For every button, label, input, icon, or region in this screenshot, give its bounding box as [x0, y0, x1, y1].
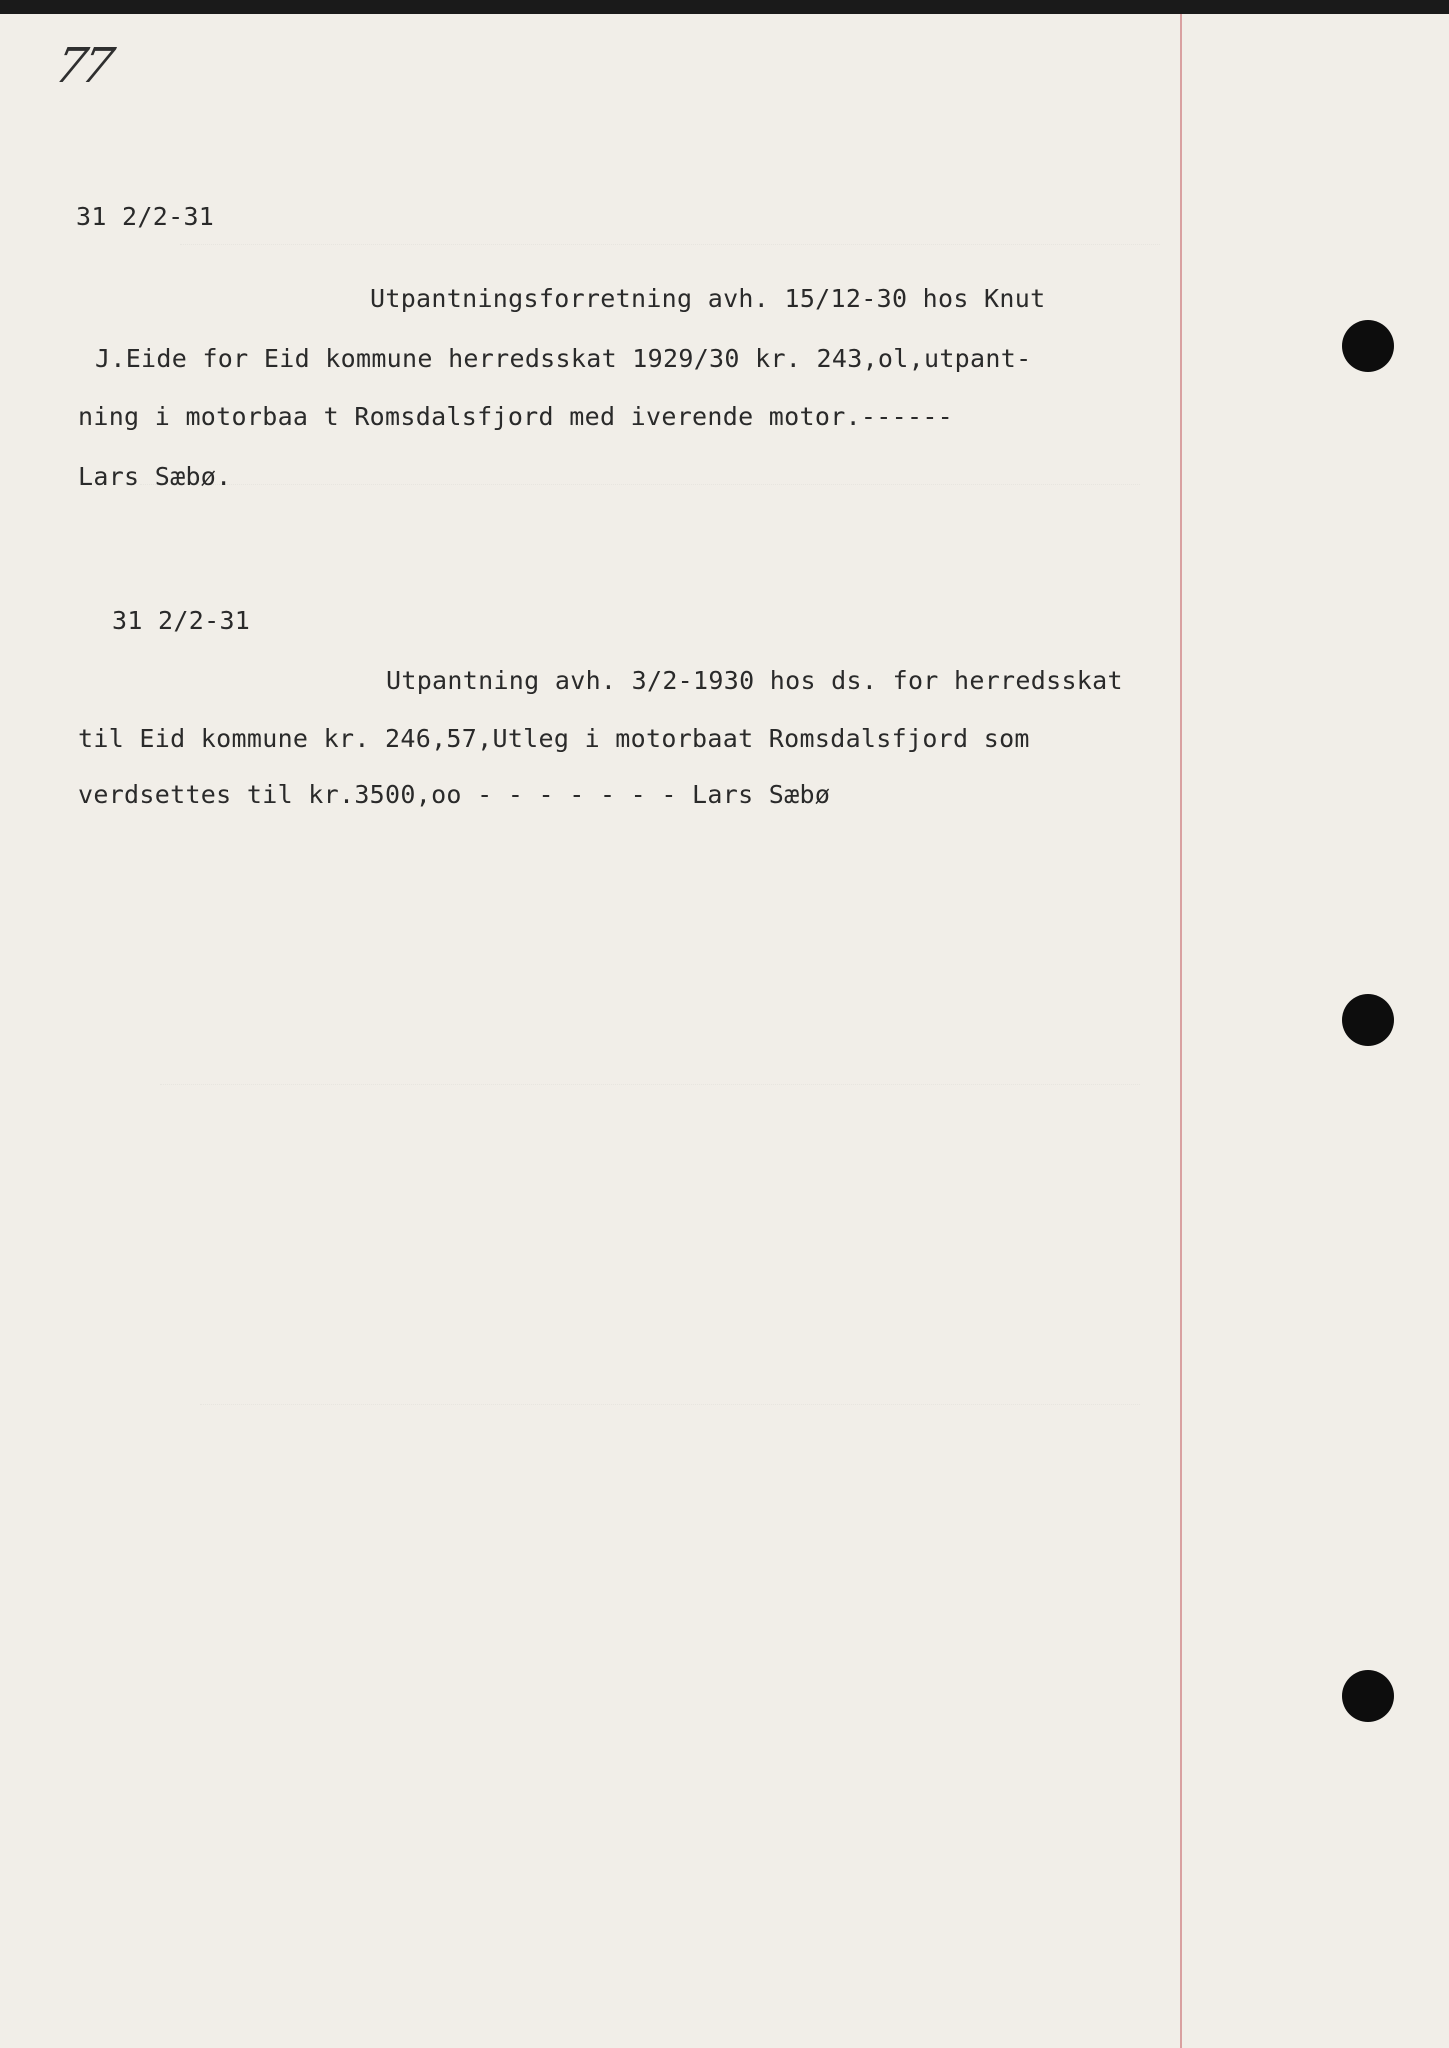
punch-hole-middle: [1342, 994, 1394, 1046]
punch-hole-top: [1342, 320, 1394, 372]
entry-text-line: ning i motorbaa t Romsdalsfjord med iverende motor.------: [78, 402, 954, 431]
entry-text-line: Utpantning avh. 3/2-1930 hos ds. for herredsskat: [386, 666, 1123, 695]
punch-hole-bottom: [1342, 1670, 1394, 1722]
page-number: 77: [50, 38, 116, 94]
entry-header: 31 2/2-31: [76, 202, 215, 231]
document-page: [0, 14, 1449, 2048]
entry-text-line: Utpantningsforretning avh. 15/12-30 hos Knut: [370, 284, 1046, 313]
entry-header: 31 2/2-31: [112, 606, 251, 635]
red-margin-line: [1180, 14, 1182, 2048]
entry-text-line: J.Eide for Eid kommune herredsskat 1929/30 kr. 243,ol,utpant-: [95, 344, 1032, 373]
entry-text-line: Lars Sæbø.: [78, 462, 232, 491]
entry-text-line: til Eid kommune kr. 246,57,Utleg i motorbaat Romsdalsfjord som: [78, 724, 1030, 753]
entry-text-line: verdsettes til kr.3500,oo - - - - - - - Lars Sæbø: [78, 780, 831, 809]
